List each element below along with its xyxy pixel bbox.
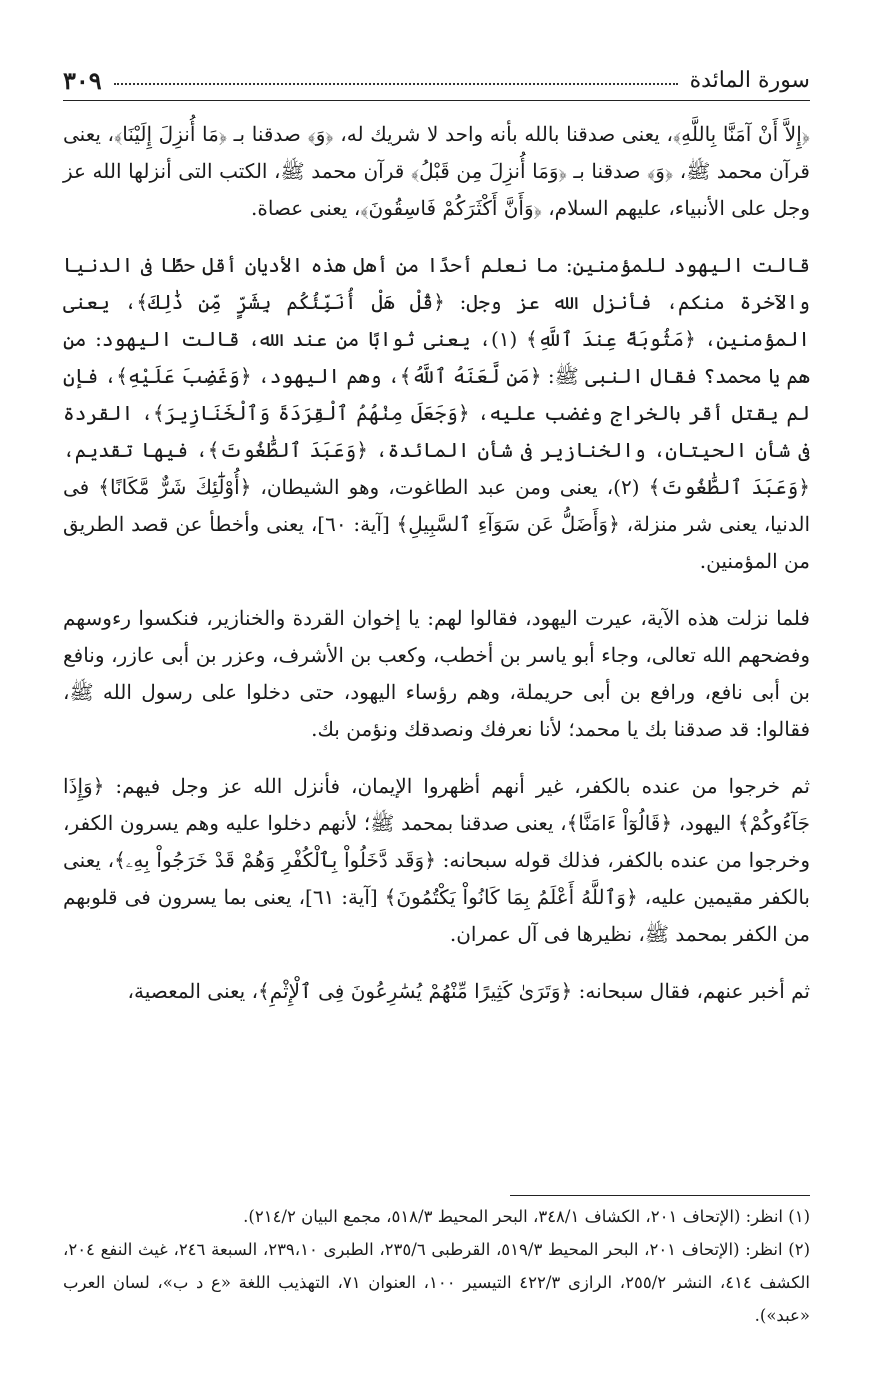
paragraph: ﴿إِلاَّ أَنْ آمَنَّا بِاللَّهِ﴾، يعنى صدقنا بالله بأنه واحد لا شريك له، ﴿وَ﴾ صدقنا بـ ﴿مَا أُنزِلَ إِلَيْنَا﴾، يعنى قرآن محمد ﷺ، ﴿وَ﴾ صدقنا بـ ﴿وَمَا أُنزِلَ مِن قَبْلُ﴾ قرآن محمد ﷺ، الكتب التى أنزلها الله عز وجل على الأنبياء، عليهم السلام، ﴿وَأَنَّ أَكْثَرَكُمْ فَاسِقُونَ﴾، يعنى عصاة.	[63, 122, 810, 220]
footnote-divider	[510, 1195, 810, 1196]
leader-dots	[114, 83, 678, 85]
footnote: (١) انظر: (الإتحاف ٢٠١، الكشاف ٣٤٨/١، البحر المحيط ٥١٨/٣، مجمع البيان ٢١٤/٢).	[243, 1207, 810, 1226]
page-header	[63, 60, 810, 101]
footnotes	[63, 1200, 810, 1332]
paragraph: قالت اليهود للمؤمنين: ما نعلم أحدًا من أهل هذه الأديان أقل حظًا فى الدنيا والآخرة منكم، فأنزل الله عز وجل: ﴿قُلْ هَلْ أُنَبِّئُكُم بِشَرٍّ مِّن ذَٰلِكَ﴾، يعنى المؤمنين، ﴿مَثُوبَةً عِندَ ٱللَّهِ﴾ (١)، يعنى ثوابًا من عند الله، قالت اليهود: من هم يا محمد؟ فقال النبى ﷺ: ﴿مَن لَّعَنَهُ ٱللَّهُ﴾، وهم اليهود، ﴿وَغَضِبَ عَلَيْهِ﴾، فإن لم يقتل أقر بالخراج وغضب عليه، ﴿وَجَعَلَ مِنْهُمُ ٱلْقِرَدَةَ وَٱلْخَنَازِيرَ﴾، القردة فى شأن الحيتان، والخنازير فى شأن المائدة، ﴿وَعَبَدَ ٱلطَّٰغُوتَ﴾، فيها تقديم، ﴿وَعَبَدَ ٱلطَّٰغُوتَ﴾ (٢)، يعنى ومن عبد الطاغوت، وهو الشيطان، ﴿أُوْلَٰٓئِكَ شَرٌّ مَّكَانًا﴾ فى الدنيا، يعنى شر منزلة، ﴿وَأَضَلُّ عَن سَوَآءِ ٱلسَّبِيلِ﴾ [آية: ٦٠]، يعنى وأخطأ عن قصد الطريق من المؤمنين.	[63, 253, 811, 573]
page-number: ٣٠٩	[63, 65, 102, 95]
paragraph: فلما نزلت هذه الآية، عيرت اليهود، فقالوا لهم: يا إخوان القردة والخنازير، فنكسوا رءوسهم وفضحهم الله تعالى، وجاء أبو ياسر بن أخطب، وكعب بن الأشرف، وعزر بن أبى عازر، ونافع بن أبى نافع، ورافع بن أبى حريملة، وهم رؤساء اليهود، حتى دخلوا على رسول الله ﷺ، فقالوا: قد صدقنا بك يا محمد؛ لأنا نعرفك ونصدقك ونؤمن بك.	[63, 606, 810, 741]
footnote: (٢) انظر: (الإتحاف ٢٠١، البحر المحيط ٥١٩/٣، القرطبى ٢٣٥/٦، الطبرى ٢٣٩،١٠، السبعة ٢٤٦، غيث النفع ٢٠٤، الكشف ٤١٤، النشر ٢٥٥/٢، الرازى ٤٢٢/٣ التيسير ١٠٠، العنوان ٧١، التهذيب اللغة «ع د ب»، لسان العرب «عبد»).	[63, 1240, 810, 1325]
surah-title: سورة المائدة	[689, 67, 810, 93]
main-text	[63, 116, 810, 1030]
paragraph: ثم أخبر عنهم، فقال سبحانه: ﴿وَتَرَىٰ كَثِيرًا مِّنْهُمْ يُسَٰرِعُونَ فِى ٱلْإِثْمِ﴾، يعنى المعصية،	[127, 979, 810, 1003]
paragraph: ثم خرجوا من عنده بالكفر، غير أنهم أظهروا الإيمان، فأنزل الله عز وجل فيهم: ﴿وَإِذَا جَآءُوكُمْ﴾ اليهود، ﴿قَالُوٓاْ ءَامَنَّا﴾، يعنى صدقنا بمحمد ﷺ؛ لأنهم دخلوا عليه وهم يسرون الكفر، وخرجوا من عنده بالكفر، فذلك قوله سبحانه: ﴿وَقَد دَّخَلُواْ بِٱلْكُفْرِ وَهُمْ قَدْ خَرَجُواْ بِهِۦ﴾، يعنى بالكفر مقيمين عليه، ﴿وَٱللَّهُ أَعْلَمُ بِمَا كَانُواْ يَكْتُمُونَ﴾ [آية: ٦١]، يعنى بما يسرون فى قلوبهم من الكفر بمحمد ﷺ، نظيرها فى آل عمران.	[63, 774, 810, 946]
